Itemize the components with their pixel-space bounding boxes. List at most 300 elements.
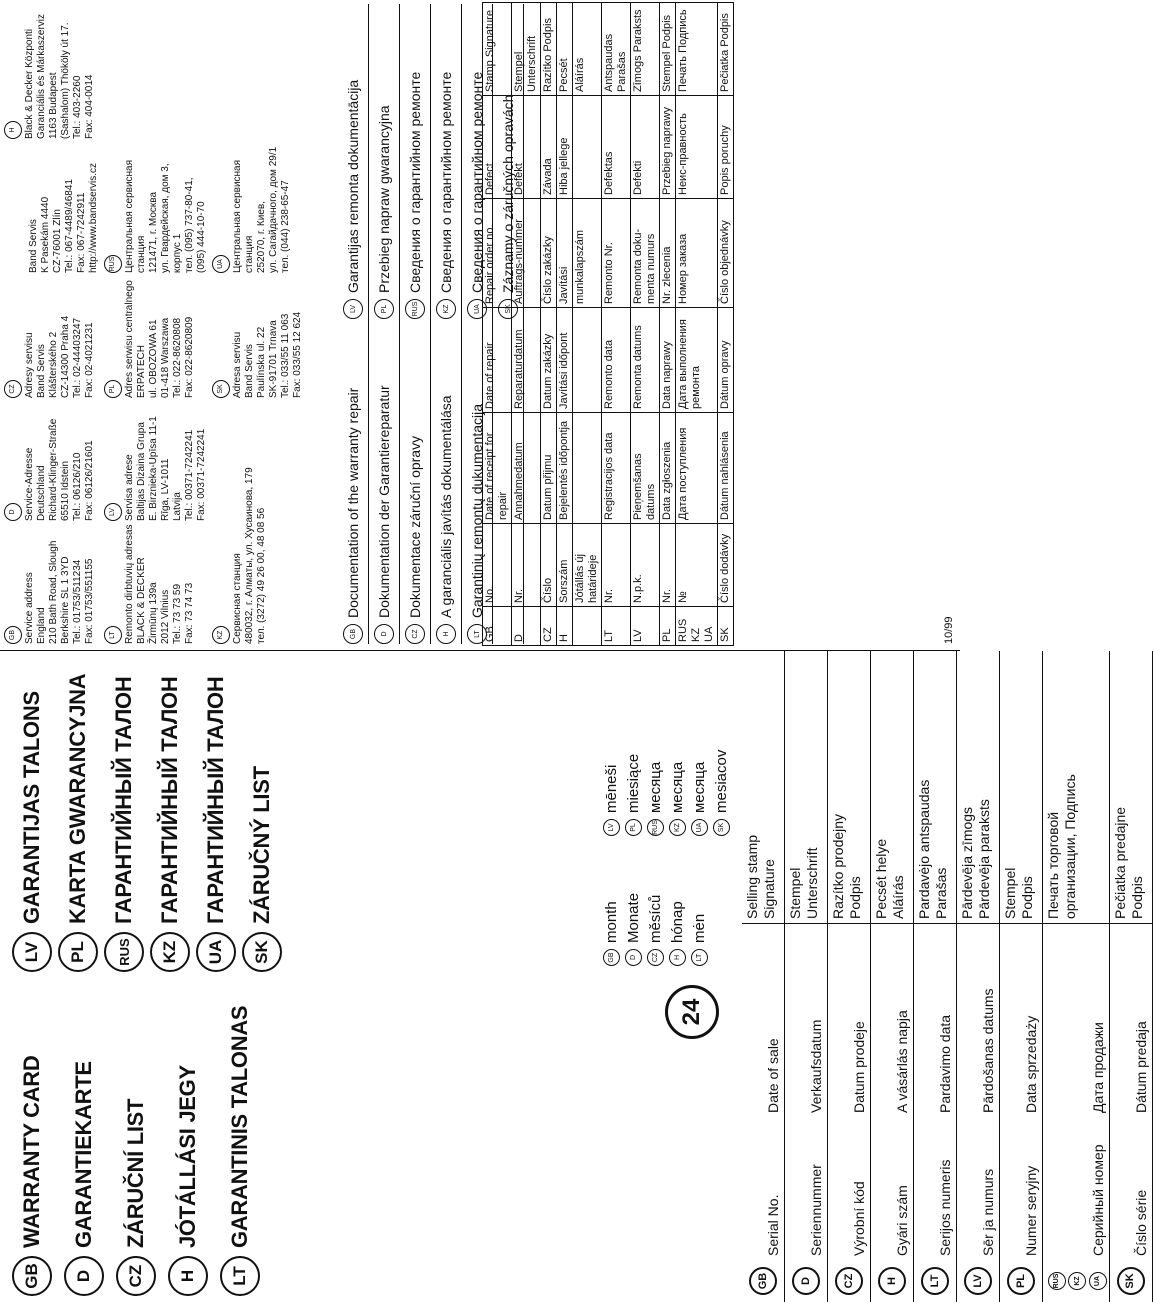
doc-right <box>374 105 394 319</box>
repair-cell-df: Defektas <box>602 96 631 199</box>
repair-cell-ro: Номер заказа <box>676 199 718 308</box>
serial-label: Sēr ja numurs <box>957 1117 1000 1260</box>
stamp-cell <box>1000 651 1043 924</box>
country-cell <box>1000 1260 1043 1302</box>
serial-row <box>742 651 785 1302</box>
repair-cell-dr: Annahmedatum <box>512 413 541 524</box>
country-badge: RUS <box>405 299 425 319</box>
stamp-label: Stempel <box>787 867 803 919</box>
month-col-1 <box>603 836 620 966</box>
lang-code: RUS <box>677 618 689 642</box>
repair-cell-no: Jótállás új határideje <box>573 524 602 607</box>
address-line: Adresy servisu <box>24 332 35 398</box>
address-line: Tel.: 403-2260 <box>72 75 83 139</box>
stamp-cell <box>1109 651 1152 924</box>
repair-row <box>631 3 660 646</box>
repair-cell-no: Nr. <box>660 524 676 607</box>
title-text: ГАРАНТИЙНЫЙ ТАЛОН <box>157 676 182 924</box>
stamp-label: Печать торговой <box>1045 811 1061 919</box>
address-line: Tel.: 06126/210 <box>72 452 83 521</box>
country-badge: KZ <box>669 819 686 836</box>
stamp-cell <box>1043 651 1110 924</box>
repair-cell-rd: Remonto data <box>602 308 631 413</box>
address-line: Deutschland <box>36 465 47 521</box>
address-line: тел. (044) 238-65-47 <box>280 180 291 273</box>
stamp-cell <box>742 651 785 924</box>
month-word: месяца <box>690 761 708 813</box>
stamp-label: Selling stamp <box>744 834 760 919</box>
address-line: ERPATECH <box>136 345 147 398</box>
stamp-label: Pārdevēja zīmogs <box>959 806 975 919</box>
country-badge: KZ <box>212 626 230 644</box>
address-line: Latvija <box>172 492 183 521</box>
address-line: Fax: 02-4021231 <box>84 322 95 398</box>
repair-cell-df: Hiba jellege <box>557 96 573 199</box>
month-col-2 <box>691 762 708 836</box>
country-cell <box>914 1260 957 1302</box>
repair-cell-df: Popis poruchy <box>718 96 734 199</box>
address-lv <box>104 416 208 521</box>
repair-cell-st: Pečiatka Podpis <box>718 3 734 96</box>
address-line: SK-91701 Trnava <box>268 320 279 398</box>
month-col-2 <box>713 750 730 836</box>
country-badge: H <box>168 1256 208 1296</box>
doc-title: Záznamy o záručných opravách <box>500 94 516 293</box>
month-col-1 <box>669 836 686 966</box>
country-badge: RUS <box>104 255 122 273</box>
doc-title: Сведения о гарантийном ремонте <box>438 71 454 293</box>
address-line: Black & Decker Központi <box>24 28 35 139</box>
month-col-2 <box>603 765 620 836</box>
country-badge: KZ <box>436 299 456 319</box>
country-badge: LV <box>343 299 363 319</box>
title-text: KARTA GWARANCYJNA <box>65 673 90 924</box>
address-line: 121471, г. Москва <box>148 191 159 273</box>
lang-code: CZ <box>542 627 554 642</box>
stamp-cell <box>871 651 914 924</box>
repair-cell-lang <box>541 607 557 646</box>
country-badge: H <box>878 1267 906 1295</box>
signature-label: Podpis <box>847 876 863 919</box>
warranty-card-panel <box>0 651 1149 1302</box>
country-badge: PL <box>104 380 122 398</box>
country-badge: UA <box>1089 1272 1107 1290</box>
address-line: England <box>36 607 47 644</box>
address-line: ул. Гвардейская, дом 3, <box>160 163 171 273</box>
repair-cell-dr: Date of receipt for repair <box>483 413 512 524</box>
repair-cell-df: Závada <box>541 96 557 199</box>
repair-cell-df: Defekti <box>631 96 660 199</box>
address-line: Tel.: 02-44403247 <box>72 317 83 398</box>
month-word: miesiące <box>624 753 642 813</box>
country-badge: LT <box>467 624 487 644</box>
country-badge: SK <box>242 932 282 972</box>
address-line: CZ-14300 Praha 4 <box>60 315 71 398</box>
service-panel <box>0 0 960 651</box>
country-badge: GB <box>4 626 22 644</box>
month-row <box>666 686 688 966</box>
address-line: Fax: 01753/551155 <box>84 558 95 644</box>
lang-code: PL <box>661 628 673 642</box>
repair-row <box>718 3 734 646</box>
serial-label: Seriennummer <box>785 1117 828 1260</box>
repair-cell-dr: Datum přijmu <box>541 413 557 524</box>
address-gb <box>4 541 96 644</box>
title-d <box>62 1061 106 1296</box>
repair-cell-no: No. <box>483 524 512 607</box>
repair-cell-dr: Data zgłoszenia <box>660 413 676 524</box>
title-lt <box>218 1006 262 1296</box>
serial-label: Číslo série <box>1109 1117 1152 1260</box>
month-col-2 <box>625 754 642 836</box>
date-label: Datum prodeje <box>828 924 871 1118</box>
country-badge: D <box>792 1267 820 1295</box>
address-line: BLACK & DECKER <box>136 557 147 644</box>
repair-cell-ro: Auftrags-nummer <box>512 199 541 308</box>
date-label: Data sprzedaży <box>1000 924 1043 1118</box>
repair-row <box>541 3 557 646</box>
address-ua <box>212 147 292 273</box>
repair-cell-rd: Reparaturdatum <box>512 308 541 413</box>
repair-cell-ro: munkalapszám <box>573 199 602 308</box>
address-line: Fax: 00371-7242241 <box>196 428 207 521</box>
month-row <box>622 686 644 966</box>
address-line: Klášterského 2 <box>48 331 59 398</box>
repair-cell-rd: Datum zakázky <box>541 308 557 413</box>
address-line: Adresa servisu <box>232 331 243 398</box>
country-badge: LT <box>921 1267 949 1295</box>
repair-cell-st: Razítko Podpis <box>541 3 557 96</box>
address-line: 2012 Vilnius <box>160 589 171 644</box>
country-badge: UA <box>691 819 708 836</box>
country-cell <box>828 1260 871 1302</box>
address-rus <box>104 160 208 273</box>
repair-cell-rd: Date of repair <box>483 308 512 413</box>
country-badge: CZ <box>405 624 425 644</box>
stamp-label: Pardavėjo antspaudas <box>916 779 932 919</box>
repair-cell-dr: Дата поступления <box>676 413 718 524</box>
country-badge: GB <box>343 624 363 644</box>
stamp-cell <box>785 651 828 924</box>
doc-row <box>400 4 431 644</box>
doc-title: Dokumentace záruční opravy <box>407 435 423 618</box>
serial-label: Serial No. <box>742 1117 785 1260</box>
signature-label: Unterschrift <box>804 847 820 919</box>
title-text: ZÁRUČNÍ LIST <box>123 1098 148 1248</box>
address-extra <box>4 163 100 273</box>
country-badge: RUS <box>104 932 144 972</box>
date-label: Verkaufsdatum <box>785 924 828 1118</box>
address-h <box>4 14 96 139</box>
signature-label: Podpis <box>1128 876 1145 919</box>
repair-cell-dr: Dátum nahlásenia <box>718 413 734 524</box>
lang-code: KZ <box>690 627 702 642</box>
month-col-2 <box>669 762 686 836</box>
country-badge: LV <box>964 1267 992 1295</box>
repair-cell-no: Číslo dodávky <box>718 524 734 607</box>
address-pl <box>104 280 196 398</box>
serial-row <box>914 651 957 1302</box>
month-word: Monate <box>624 892 642 943</box>
address-line: Band Servis <box>244 344 255 398</box>
address-line: K Pasekám 4440 <box>40 196 51 273</box>
country-badge: KZ <box>150 932 190 972</box>
date-label: Дата продажи <box>1043 924 1110 1118</box>
repair-cell-lang <box>718 607 734 646</box>
repair-cell-rd <box>573 308 602 413</box>
country-cell <box>1043 1260 1110 1302</box>
repair-cell-lang <box>631 607 660 646</box>
repair-cell-df: Defekt <box>512 96 541 199</box>
address-line: ул. Сагайдачного, дом 29/1 <box>268 146 279 273</box>
country-cell <box>957 1260 1000 1302</box>
repair-cell-df: Przebieg naprawy <box>660 96 676 199</box>
signature-label: Parašas <box>933 867 949 919</box>
repair-cell-lang <box>573 607 602 646</box>
month-word: month <box>602 901 620 943</box>
country-badge: GB <box>12 1256 52 1296</box>
repair-cell-no: Číslo <box>541 524 557 607</box>
title-text: ZÁRUČNÝ LIST <box>249 766 274 924</box>
repair-cell-ro: Nr. zlecenia <box>660 199 676 308</box>
address-line: Servisa adrese <box>124 454 135 521</box>
repair-cell-lang <box>660 607 676 646</box>
country-badge: H <box>436 624 456 644</box>
country-badge: UA <box>196 932 236 972</box>
address-line: Rīga, LV-1011 <box>160 458 171 521</box>
serial-row <box>1043 651 1110 1302</box>
repair-cell-df: Неис-правность <box>676 96 718 199</box>
lang-code: LV <box>632 629 644 642</box>
country-badge: D <box>374 624 394 644</box>
address-line: ul. OBOZOWA 61 <box>148 319 159 398</box>
address-line: (Sashalom) Thököly út 17. <box>60 22 71 139</box>
repair-row <box>660 3 676 646</box>
country-badge: RUS <box>1048 1272 1066 1290</box>
repair-row <box>602 3 631 646</box>
serial-label: Serijos numeris <box>914 1117 957 1260</box>
address-line: станция <box>136 235 147 273</box>
serial-label: Numer seryjny <box>1000 1117 1043 1260</box>
address-line: 01-418 Warszawa <box>160 317 171 398</box>
repair-cell-lang <box>557 607 573 646</box>
repair-cell-ro: Remonto Nr. <box>602 199 631 308</box>
serial-row <box>957 651 1000 1302</box>
month-row <box>644 686 666 966</box>
serial-label: Výrobní kód <box>828 1117 871 1260</box>
repair-cell-dr: Bejelentés időpontja <box>557 413 573 524</box>
month-col-2 <box>647 762 664 836</box>
serial-row <box>871 651 914 1302</box>
repair-cell-rd: Dátum opravy <box>718 308 734 413</box>
address-line: Tel.: 00371-7242241 <box>184 429 195 521</box>
repair-cell-st: Stempel Unterschrift <box>512 3 541 96</box>
address-line: Tel.: 01753/511234 <box>72 559 83 644</box>
title-pl <box>56 674 100 972</box>
doc-title: Przebieg napraw gwarancyjna <box>376 105 392 293</box>
country-badge: RUS <box>647 819 664 836</box>
address-cz <box>4 316 96 398</box>
lang-code: UA <box>703 626 715 642</box>
repair-row <box>512 3 541 646</box>
month-word: měsíců <box>646 894 664 943</box>
address-line: Сервисная станция <box>232 553 243 644</box>
doc-row <box>338 4 369 644</box>
stamp-label: Razítko prodejny <box>830 813 846 919</box>
address-line: Adres serwisu centralnego <box>124 280 135 398</box>
country-badge: CZ <box>647 949 664 966</box>
address-line: Tel.: 022-8620808 <box>172 317 183 398</box>
country-badge: LT <box>691 949 708 966</box>
country-badge: UA <box>467 299 487 319</box>
months-list <box>600 686 740 966</box>
address-line: Tel.: 067-4489/46841 <box>64 179 75 273</box>
country-badge: H <box>669 949 686 966</box>
repair-cell-ro: Remonta doku-menta numurs <box>631 199 660 308</box>
repair-cell-st: Pecsét <box>557 3 573 96</box>
stamp-cell <box>828 651 871 924</box>
month-word: месяца <box>646 761 664 813</box>
title-text: GARANTIJAS TALONS <box>19 691 44 924</box>
country-badge: LT <box>104 626 122 644</box>
warranty-months-badge: 24 <box>665 985 719 1039</box>
country-cell <box>742 1260 785 1302</box>
address-line: E. Birznieka-Upīsa 11-1 <box>148 416 159 521</box>
date-label: Pardavimo data <box>914 924 957 1118</box>
address-line: Service address <box>24 572 35 644</box>
lang-code: SK <box>719 627 731 642</box>
repair-cell-lang <box>602 607 631 646</box>
repair-cell-dr <box>573 413 602 524</box>
doc-left <box>405 319 425 644</box>
serial-label: Серийный номер <box>1043 1117 1110 1260</box>
repair-row <box>483 3 512 646</box>
repair-cell-lang <box>512 607 541 646</box>
address-line: Tel.: 033/55 11 063 <box>280 313 291 398</box>
title-kz <box>148 677 192 972</box>
signature-label: Signature <box>761 859 777 919</box>
address-line: Band Servis <box>28 219 39 273</box>
repair-cell-dr: Pieņemšanas datums <box>631 413 660 524</box>
address-line: 65510 Idstein <box>60 460 71 521</box>
address-line: Berkshire SL 1 3YD <box>60 556 71 644</box>
doc-title: Сведения о гарантийном ремонте <box>469 71 485 293</box>
serial-row <box>785 651 828 1302</box>
country-cell <box>1109 1260 1152 1302</box>
address-line: тел. (3272) 49 26 00, 48 08 56 <box>256 507 267 644</box>
title-lv <box>10 691 54 972</box>
repair-cell-lang <box>676 607 718 646</box>
repair-cell-st: Aláírás <box>573 3 602 96</box>
repair-cell-rd: Javítási időpont <box>557 308 573 413</box>
doc-left <box>374 319 394 644</box>
repair-cell-rd: Дата выполнения ремонта <box>676 308 718 413</box>
country-badge: SK <box>1117 1267 1145 1295</box>
repair-row <box>676 3 718 646</box>
repair-row <box>557 3 573 646</box>
title-text: GARANTIEKARTE <box>71 1061 96 1248</box>
address-line: Fax: 022-8620809 <box>184 316 195 398</box>
page-number: 10/99 <box>943 616 955 644</box>
repair-cell-no: Nr. <box>512 524 541 607</box>
address-line: Fax: 73 74 73 <box>184 582 195 644</box>
country-badge: H <box>4 121 22 139</box>
repair-cell-df <box>573 96 602 199</box>
address-line: Remonto dirbtuvių adresas <box>124 524 135 644</box>
address-line: Band Servis <box>36 344 47 398</box>
serial-row <box>1109 651 1152 1302</box>
repair-cell-no: Nr. <box>602 524 631 607</box>
country-badge: LV <box>12 932 52 972</box>
address-lt <box>104 524 196 644</box>
doc-title: Dokumentation der Garantiereparatur <box>376 385 392 618</box>
address-line: Baltijas Dizaina Grupa <box>136 422 147 521</box>
title-rus <box>102 677 146 972</box>
month-row <box>600 686 622 966</box>
repair-cell-dr: Registracijos data <box>602 413 631 524</box>
country-badge: D <box>625 949 642 966</box>
title-text: ГАРАНТИЙНЫЙ ТАЛОН <box>111 676 136 924</box>
signature-label: организации, Подпись <box>1062 774 1078 919</box>
title-text: ГАРАНТИЙНЫЙ ТАЛОН <box>203 676 228 924</box>
doc-left <box>343 319 363 644</box>
signature-label: Pārdevēja paraksts <box>976 799 992 919</box>
address-line: корпус 1 <box>172 233 183 273</box>
doc-left <box>436 319 456 644</box>
date-label: Date of sale <box>742 924 785 1118</box>
title-text: GARANTINIS TALONAS <box>227 1005 252 1248</box>
lang-code: GB <box>484 626 496 642</box>
doc-right <box>343 80 363 319</box>
address-line: Fax: 404-0014 <box>84 74 95 139</box>
month-word: mēneši <box>602 764 620 813</box>
month-row <box>688 686 710 966</box>
title-ua <box>194 677 238 972</box>
address-d <box>4 419 96 521</box>
repair-cell-no: № <box>676 524 718 607</box>
address-line: тел. (095) 737-80-41, <box>184 177 195 273</box>
country-badge: PL <box>1007 1267 1035 1295</box>
lang-code: D <box>513 634 525 642</box>
address-line: http://www.bandservis.cz <box>88 162 99 273</box>
country-badge: PL <box>374 299 394 319</box>
month-col-1 <box>647 836 664 966</box>
repair-cell-st: Stamp Signature <box>483 3 512 96</box>
address-line: Paulínska ul. 22 <box>256 326 267 398</box>
month-word: месяца <box>668 761 686 813</box>
address-line: 252070, г. Киев, <box>256 201 267 273</box>
country-badge: KZ <box>1068 1272 1086 1290</box>
doc-title: Garantijas remonta dokumentācija <box>345 79 361 293</box>
title-sk <box>240 766 284 972</box>
repair-cell-rd: Remonta datums <box>631 308 660 413</box>
month-word: mesiacov <box>712 749 730 813</box>
repair-cell-df: Defect <box>483 96 512 199</box>
date-label: Dátum predaja <box>1109 924 1152 1118</box>
doc-right <box>405 72 425 319</box>
country-badge: SK <box>713 819 730 836</box>
country-badge: LT <box>220 1256 260 1296</box>
lang-code: LT <box>603 629 615 642</box>
country-cell <box>871 1260 914 1302</box>
address-line: Fax: 033/55 12 624 <box>292 311 303 398</box>
repair-table <box>482 2 734 646</box>
repair-cell-no: N.p.k. <box>631 524 660 607</box>
serial-table <box>742 651 1153 1302</box>
doc-row <box>369 4 400 644</box>
country-badge: CZ <box>116 1256 156 1296</box>
stamp-cell <box>957 651 1000 924</box>
